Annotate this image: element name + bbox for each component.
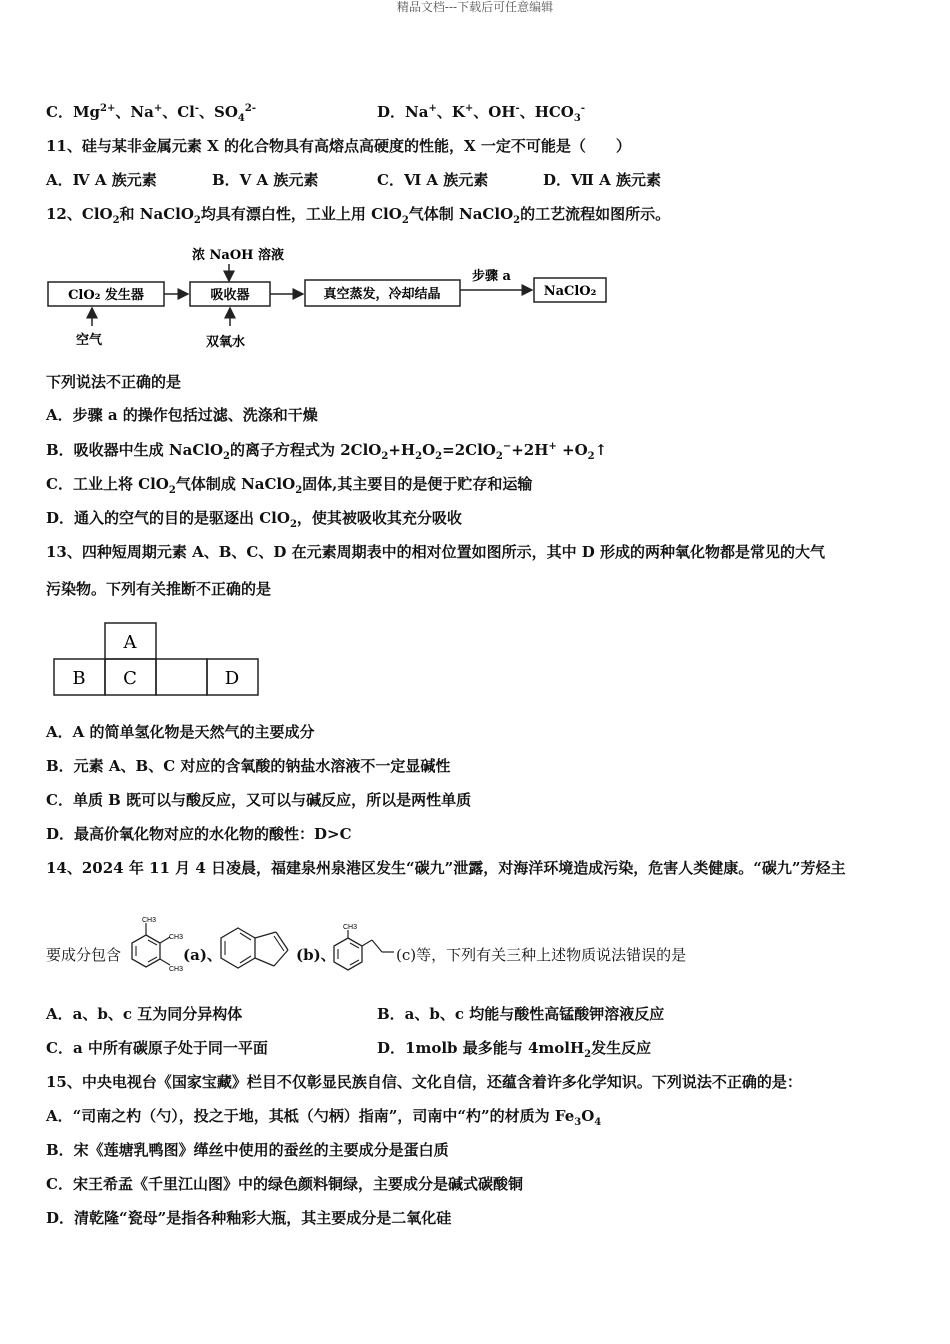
q11-option-c: C．Ⅵ A 族元素 (377, 171, 489, 189)
cell-c: C (123, 668, 137, 689)
cell-b: B (72, 668, 86, 689)
flow-box-absorber-label: 吸收器 (210, 288, 250, 303)
process-flow-diagram (44, 240, 624, 355)
q10-option-c: C．$Mg^{2+}$、Na+、Cl-、$SO_4^{2-}$ (46, 103, 256, 124)
flow-box-generator-label: ClO₂ 发生器 (68, 288, 144, 303)
q12-option-c: C．工业上将 ClO$_2$气体制成 NaClO$_2$固体,其主要目的是便于贮存和运输 (46, 475, 533, 496)
q14-stem-prefix: 要成分包含 (46, 946, 122, 964)
q13-option-d: D．最高价氧化物对应的水化物的酸性：D>C (46, 825, 352, 843)
molecule-a-structure (128, 915, 184, 977)
molecule-c-structure (330, 922, 396, 976)
q12-option-d: D．通入的空气的目的是驱逐出 ClO$_2$，使其被吸收其充分吸收 (46, 509, 462, 530)
page-header: 精品文档---下载后可任意编辑 (396, 0, 554, 14)
flow-bottom-peroxide: 双氧水 (206, 335, 246, 350)
q15-option-a: A．“司南之杓（勺），投之于地，其柢（勺柄）指南”，司南中“杓”的材质为 $Fe_3O_4$ (46, 1107, 602, 1128)
q13-stem-line1: 13、四种短周期元素 A、B、C、D 在元素周期表中的相对位置如图所示，其中 D 形成的两种氧化物都是常见的大气 (46, 543, 826, 561)
q14-label-c: (c)等，下列有关三种上述物质说法错误的是 (396, 946, 687, 964)
q11-option-b: B．Ⅴ A 族元素 (212, 171, 319, 189)
q10-option-d: D．Na+、K+、OH-、$HCO_3^-$ (377, 103, 585, 124)
molecule-b-structure (218, 924, 296, 976)
q14-stem-line1: 14、2024 年 11 月 4 日凌晨，福建泉州泉港区发生“碳九”泄露，对海洋环境造成污染，危害人类健康。“碳九”芳烃主 (46, 859, 846, 877)
q14-label-b: (b)、 (296, 946, 336, 964)
svg-text:CH3: CH3 (142, 917, 157, 924)
q13-option-b: B．元素 A、B、C 对应的含氧酸的钠盐水溶液不一定显碱性 (46, 757, 451, 775)
cell-d: D (224, 668, 240, 689)
q13-option-a: A．A 的简单氢化物是天然气的主要成分 (46, 723, 315, 741)
flow-box-evaporation-label: 真空蒸发，冷却结晶 (323, 287, 441, 302)
q14-option-c: C．a 中所有碳原子处于同一平面 (46, 1039, 268, 1057)
q14-option-a: A．a、b、c 互为同分异构体 (46, 1005, 243, 1023)
q12-option-b: B．吸收器中生成 NaClO$_2$的离子方程式为 $2ClO_2+H_2O_2=2ClO_2^-+2H^+$ $+O_2↑$ (46, 441, 608, 462)
q13-option-c: C．单质 B 既可以与酸反应，又可以与碱反应，所以是两性单质 (46, 791, 472, 809)
q11-option-a: A．Ⅳ A 族元素 (46, 171, 157, 189)
q13-stem-line2: 污染物。下列有关推断不正确的是 (46, 580, 272, 598)
flow-box-product-label: NaClO₂ (543, 284, 597, 299)
periodic-table-fragment (50, 620, 262, 698)
svg-text:CH3: CH3 (169, 934, 184, 941)
svg-text:CH3: CH3 (343, 924, 358, 931)
q12-prompt: 下列说法不正确的是 (46, 373, 182, 391)
svg-text:CH3: CH3 (169, 966, 184, 973)
q15-option-b: B．宋《莲塘乳鸭图》缂丝中使用的蚕丝的主要成分是蛋白质 (46, 1141, 449, 1159)
q15-option-c: C．宋王希孟《千里江山图》中的绿色颜料铜绿，主要成分是碱式碳酸铜 (46, 1175, 523, 1193)
q11-stem: 11、硅与某非金属元素 X 的化合物具有高熔点高硬度的性能，X 一定不可能是（ ） (46, 137, 631, 155)
q12-option-a: A．步骤 a 的操作包括过滤、洗涤和干燥 (46, 406, 318, 424)
q15-stem: 15、中央电视台《国家宝藏》栏目不仅彰显民族自信、文化自信，还蕴含着许多化学知识。下列说法不正确的是： (46, 1073, 802, 1091)
q15-option-d: D．清乾隆“瓷母”是指各种釉彩大瓶，其主要成分是二氧化硅 (46, 1209, 452, 1227)
cell-a: A (123, 632, 137, 653)
flow-step-label: 步骤 a (472, 269, 511, 284)
flow-top-label: 浓 NaOH 溶液 (192, 248, 284, 263)
q12-stem: 12、ClO$_2$和 NaClO$_2$均具有漂白性，工业上用 ClO$_2$气体制 NaClO$_2$的工艺流程如图所示。 (46, 205, 671, 226)
q11-option-d: D．Ⅶ A 族元素 (543, 171, 661, 189)
flow-bottom-air: 空气 (76, 333, 103, 348)
q14-label-a: (a)、 (183, 946, 222, 964)
q14-option-d: D．1molb 最多能与 4molH$_2$发生反应 (377, 1039, 652, 1060)
q14-option-b: B．a、b、c 均能与酸性高锰酸钾溶液反应 (377, 1005, 665, 1023)
